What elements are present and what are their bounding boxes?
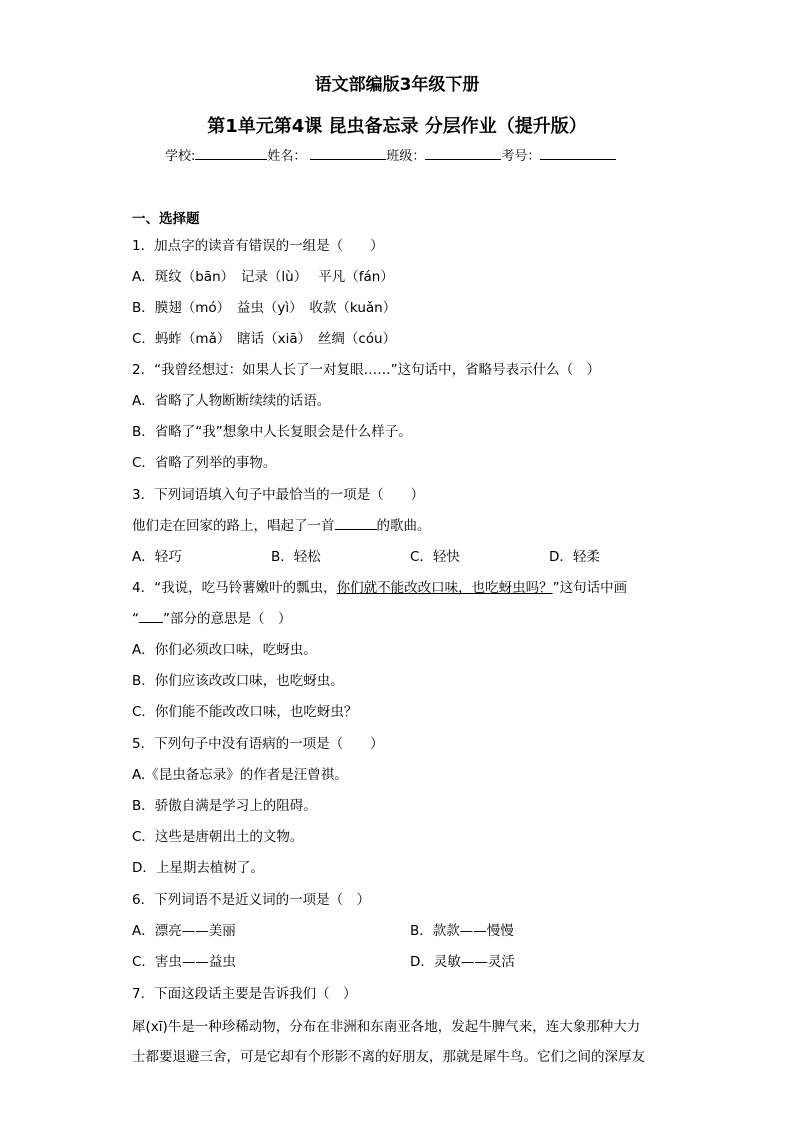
q4-stem2-end: ”部分的意思是（ ） — [163, 611, 292, 627]
q3-option-d[interactable]: D．轻柔 — [549, 549, 600, 565]
q1-option-a[interactable]: A．斑纹（bān） 记录（lù） 平凡（fán） — [132, 269, 394, 285]
q6-option-b[interactable]: B．款款——慢慢 — [410, 923, 514, 939]
q3-option-b[interactable]: B．轻松 — [271, 549, 321, 565]
q4-stem-start: 4．“我说，吃马铃薯嫩叶的瓢虫， — [132, 580, 337, 596]
section-heading: 一、选择题 — [132, 211, 200, 227]
q4-option-a[interactable]: A．你们必须改口味，吃蚜虫。 — [132, 642, 317, 658]
q6-stem: 6．下列词语不是近义词的一项是（ ） — [132, 892, 371, 908]
page-subtitle: 第1单元第4课 昆虫备忘录 分层作业（提升版） — [207, 116, 587, 137]
school-blank[interactable] — [195, 146, 267, 160]
q3-option-c[interactable]: C．轻快 — [410, 549, 460, 565]
q3-fill-blank[interactable] — [335, 517, 377, 530]
q2-option-a[interactable]: A．省略了人物断断续续的话语。 — [132, 393, 331, 409]
q1-option-c[interactable]: C．蚂蚱（mǎ） 瞎话（xiā） 丝绸（cóu） — [132, 331, 397, 347]
q4-underlined-text: 你们就不能改改口味，也吃蚜虫吗？ — [336, 580, 553, 596]
q7-stem: 7．下面这段话主要是告诉我们（ ） — [132, 986, 357, 1002]
school-label: 学校: — [165, 149, 196, 164]
q1-stem: 1．加点字的读音有错误的一组是（ ） — [132, 238, 384, 254]
student-info-row — [165, 145, 616, 164]
q3-sentence-end: 的歌曲。 — [376, 518, 431, 534]
q5-option-b[interactable]: B．骄傲自满是学习上的阻碍。 — [132, 798, 317, 814]
page-title: 语文部编版3年级下册 — [314, 75, 480, 95]
q4-stem-line2 — [132, 607, 292, 627]
q5-stem: 5．下列句子中没有语病的一项是（ ） — [132, 736, 384, 752]
q4-quote-open: “ — [132, 611, 139, 627]
q7-passage-line2: 士都要退避三舍，可是它却有个形影不离的好朋友，那就是犀牛鸟。它们之间的深厚友 — [132, 1049, 645, 1065]
q3-sentence-start: 他们走在回家的路上，唱起了一首 — [132, 518, 335, 534]
q2-stem: 2．“我曾经想过：如果人长了一对复眼……”这句话中，省略号表示什么（ ） — [132, 362, 601, 378]
q5-option-c[interactable]: C．这些是唐朝出土的文物。 — [132, 829, 304, 845]
q4-option-c[interactable]: C．你们能不能改改口味，也吃蚜虫？ — [132, 704, 358, 720]
class-label: 班级： — [386, 149, 426, 164]
q6-option-d[interactable]: D．灵敏——灵活 — [410, 954, 515, 970]
name-label: 姓名： — [267, 149, 307, 164]
q3-option-a[interactable]: A．轻巧 — [132, 549, 182, 565]
q3-sentence — [132, 514, 431, 534]
q4-underline-mark — [139, 610, 163, 623]
class-blank[interactable] — [425, 146, 501, 160]
q5-option-a[interactable]: A.《昆虫备忘录》的作者是汪曾祺。 — [132, 767, 348, 783]
q6-option-a[interactable]: A．漂亮——美丽 — [132, 923, 236, 939]
exam-no-label: 考号： — [501, 149, 541, 164]
q6-option-c[interactable]: C．害虫——益虫 — [132, 954, 236, 970]
q4-stem-end: ”这句话中画 — [552, 580, 628, 596]
exam-no-blank[interactable] — [540, 146, 616, 160]
q2-option-b[interactable]: B．省略了“我”想象中人长复眼会是什么样子。 — [132, 424, 412, 440]
q4-option-b[interactable]: B．你们应该改改口味，也吃蚜虫。 — [132, 673, 344, 689]
name-blank[interactable] — [310, 146, 386, 160]
q4-stem — [132, 576, 627, 596]
q2-option-c[interactable]: C．省略了列举的事物。 — [132, 455, 277, 471]
q1-option-b[interactable]: B．膜翅（mó） 益虫（yì） 收款（kuǎn） — [132, 300, 397, 316]
q7-passage-line1: 犀(xī)牛是一种珍稀动物，分布在非洲和东南亚各地，发起牛脾气来，连大象那种大力 — [132, 1019, 641, 1035]
q3-stem: 3．下列词语填入句子中最恰当的一项是（ ） — [132, 487, 425, 503]
q5-option-d[interactable]: D．上星期去植树了。 — [132, 860, 264, 876]
